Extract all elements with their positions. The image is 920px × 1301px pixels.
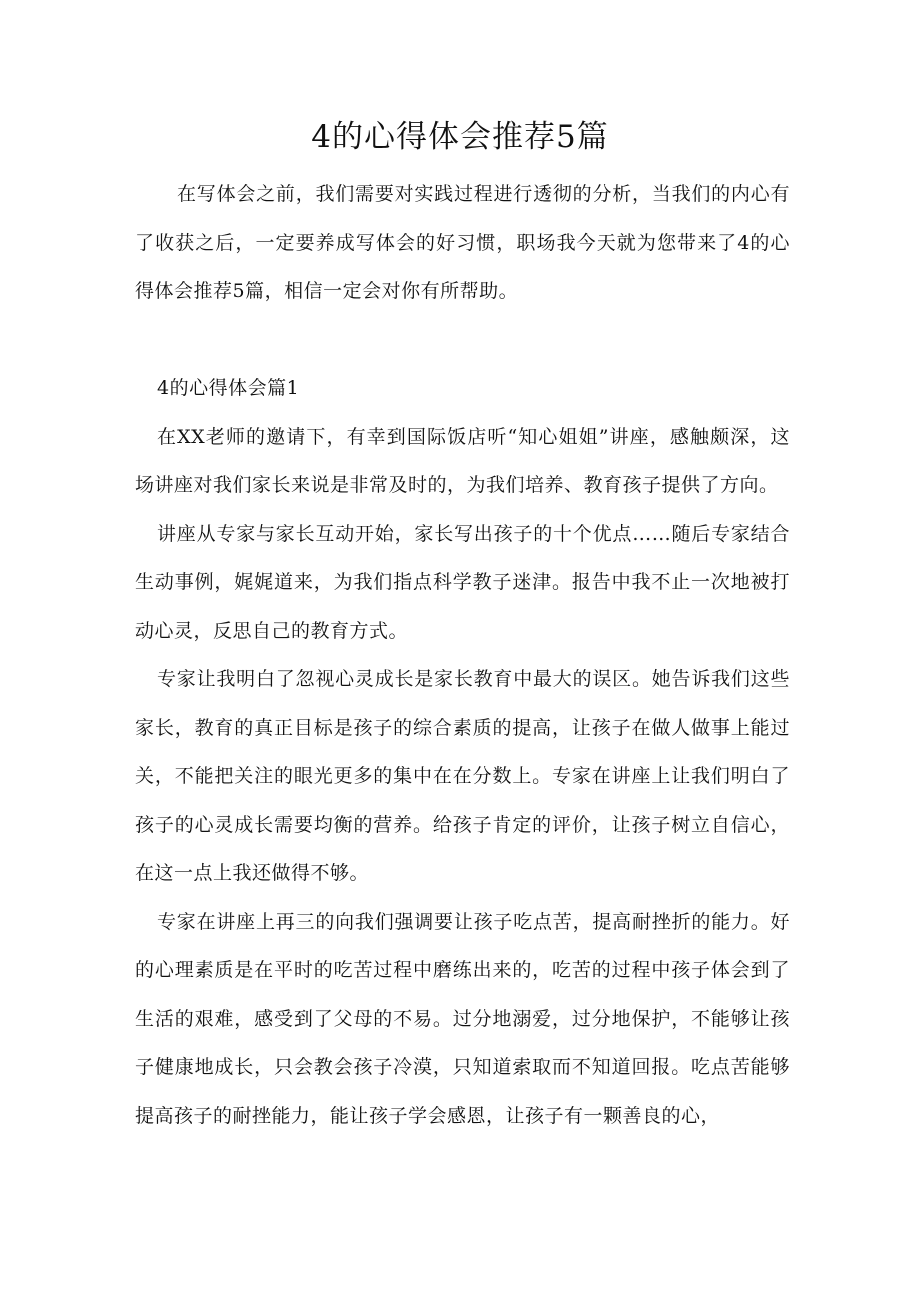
body-paragraph-2: 讲座从专家与家长互动开始，家长写出孩子的十个优点……随后专家结合生动事例，娓娓道来，为我们指点科学教子迷津。报告中我不止一次地被打动心灵，反思自己的教育方式。	[135, 522, 790, 642]
body-paragraph-4: 专家在讲座上再三的向我们强调要让孩子吃点苦，提高耐挫折的能力。好的心理素质是在平时的吃苦过程中磨练出来的，吃苦的过程中孩子体会到了生活的艰难，感受到了父母的不易。过分地溺爱，过分地保护，不能够让孩子健康地成长，只会教会孩子冷漠，只知道索取而不知道回报。吃点苦能够提高孩子的耐挫能力，能让孩子学会感恩，让孩子有一颗善良的心，	[135, 910, 790, 1127]
section-heading: 4的心得体会篇1	[157, 377, 300, 399]
body-paragraph-3: 专家让我明白了忽视心灵成长是家长教育中最大的误区。她告诉我们这些家长，教育的真正目标是孩子的综合素质的提高，让孩子在做人做事上能过关，不能把关注的眼光更多的集中在在分数上。专家在讲座上让我们明白了孩子的心灵成长需要均衡的营养。给孩子肯定的评价，让孩子树立自信心，在这一点上我还做得不够。	[135, 668, 790, 884]
section-1	[135, 364, 790, 1140]
body-paragraph-1: 在XX老师的邀请下，有幸到国际饭店听“知心姐姐”讲座，感触颇深，这场讲座对我们家长来说是非常及时的，为我们培养、教育孩子提供了方向。	[135, 425, 790, 496]
document-title: 4的心得体会推荐5篇	[311, 119, 609, 155]
intro-paragraph: 在写体会之前，我们需要对实践过程进行透彻的分析，当我们的内心有了收获之后，一定要养成写体会的好习惯，职场我今天就为您带来了4的心得体会推荐5篇，相信一定会对你有所帮助。	[135, 183, 790, 302]
